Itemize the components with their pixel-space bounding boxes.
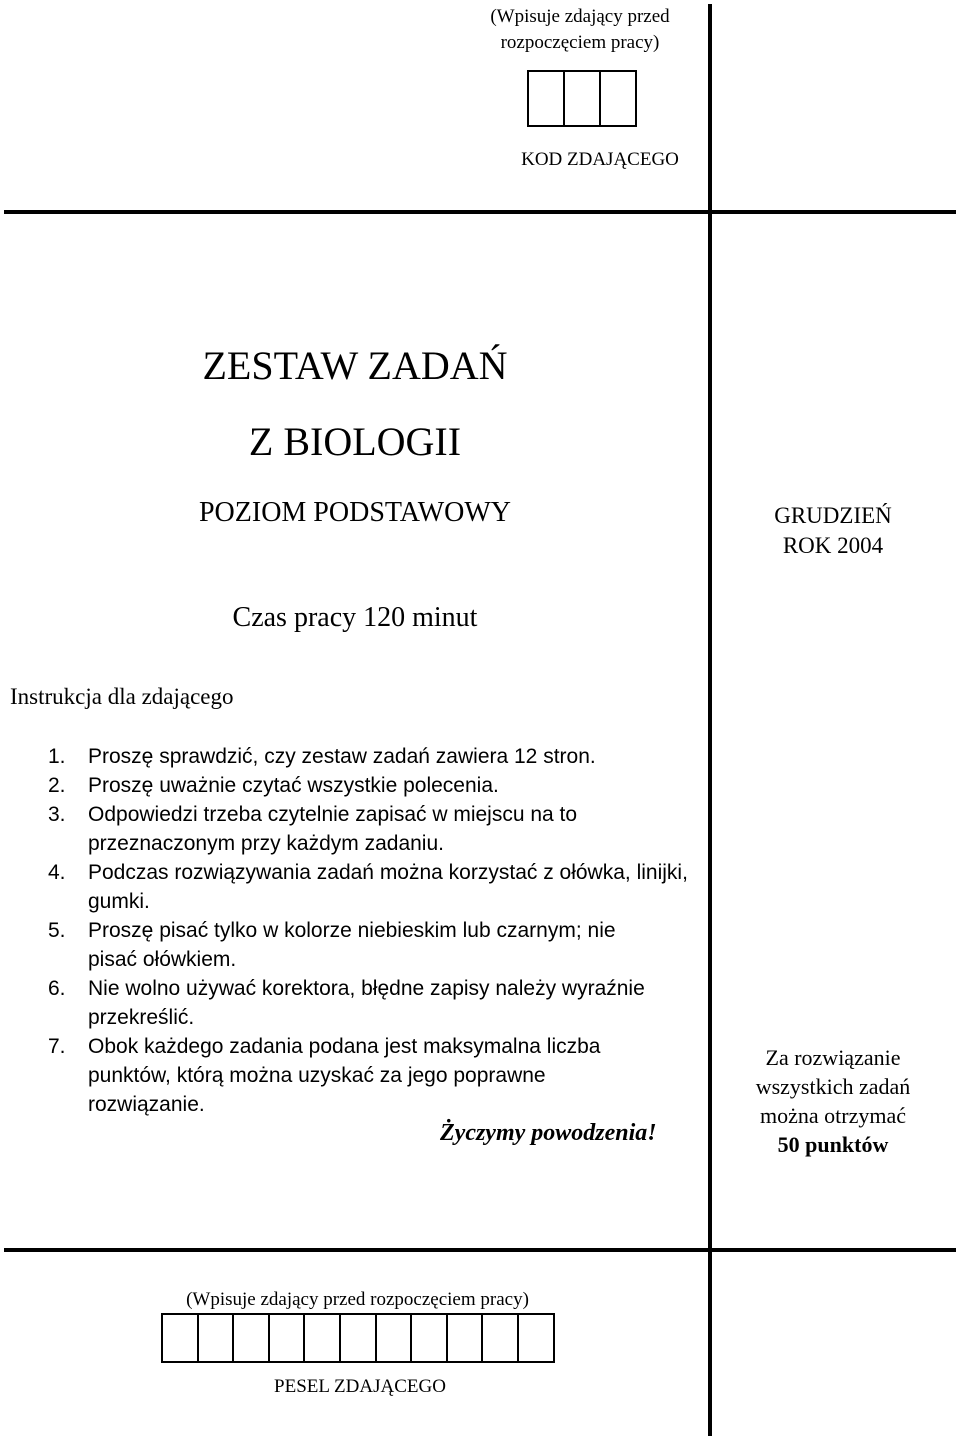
instruction-text: Podczas rozwiązywania zadań można korzystać z ołówka, linijki, gumki. (88, 861, 688, 913)
instruction-item (48, 974, 708, 1032)
instruction-number: 3. (48, 803, 66, 826)
instruction-number: 6. (48, 977, 66, 1000)
good-luck-message: Życzymy powodzenia! (440, 1120, 657, 1146)
instruction-item (48, 858, 708, 916)
instruction-item (48, 916, 708, 974)
instruction-text: Proszę sprawdzić, czy zestaw zadań zawiera 12 stron. (88, 745, 596, 768)
code-box[interactable] (563, 70, 601, 127)
code-instruction-note: (Wpisuje zdający przed rozpoczęciem pracy) (490, 6, 670, 53)
instruction-text: Obok każdego zadania podana jest maksymalna liczba punktów, którą można uzyskać za jego poprawne rozwiązanie. (88, 1035, 601, 1116)
exam-duration: Czas pracy 120 minut (232, 602, 478, 633)
instructions-list (48, 742, 708, 1119)
exam-subject: Z BIOLOGII (248, 419, 462, 464)
points-note (730, 1043, 936, 1159)
pesel-box[interactable] (375, 1313, 413, 1363)
exam-level: POZIOM PODSTAWOWY (198, 497, 512, 528)
points-note-line: Za rozwiązanie (765, 1045, 901, 1070)
points-note-line: wszystkich zadań (755, 1074, 911, 1099)
instruction-text: Proszę uważnie czytać wszystkie polecenia. (88, 774, 499, 797)
pesel-box[interactable] (410, 1313, 448, 1363)
code-label: KOD ZDAJĄCEGO (521, 149, 679, 170)
points-note-line: można otrzymać (760, 1103, 906, 1128)
instruction-text: Proszę pisać tylko w kolorze niebieskim lub czarnym; nie pisać ołówkiem. (88, 919, 616, 971)
pesel-box[interactable] (446, 1313, 484, 1363)
pesel-instruction-note: (Wpisuje zdający przed rozpoczęciem pracy) (186, 1289, 529, 1310)
instruction-text: Odpowiedzi trzeba czytelnie zapisać w miejscu na to przeznaczonym przy każdym zadaniu. (88, 803, 578, 855)
exam-year: ROK 2004 (782, 533, 884, 558)
pesel-box[interactable] (303, 1313, 341, 1363)
instruction-number: 4. (48, 861, 66, 884)
instructions-title: Instrukcja dla zdającego (10, 684, 234, 709)
pesel-box[interactable] (197, 1313, 235, 1363)
pesel-box[interactable] (339, 1313, 377, 1363)
max-points: 50 punktów (777, 1132, 889, 1157)
pesel-box[interactable] (232, 1313, 270, 1363)
instruction-item (48, 800, 708, 858)
code-boxes[interactable] (527, 70, 635, 127)
pesel-box[interactable] (517, 1313, 555, 1363)
pesel-box[interactable] (268, 1313, 306, 1363)
instruction-number: 5. (48, 919, 66, 942)
code-box[interactable] (527, 70, 565, 127)
instruction-text: Nie wolno używać korektora, błędne zapisy należy wyraźnie przekreślić. (88, 977, 645, 1029)
top-horizontal-divider (4, 210, 956, 214)
instruction-number: 7. (48, 1035, 66, 1058)
pesel-label: PESEL ZDAJĄCEGO (274, 1376, 446, 1397)
instruction-item (48, 742, 708, 771)
exam-month: GRUDZIEŃ (774, 503, 892, 528)
pesel-box[interactable] (481, 1313, 519, 1363)
instruction-number: 2. (48, 774, 66, 797)
code-box[interactable] (599, 70, 637, 127)
pesel-box[interactable] (161, 1313, 199, 1363)
bottom-horizontal-divider (4, 1248, 956, 1252)
pesel-boxes[interactable] (161, 1313, 553, 1363)
instruction-item (48, 1032, 708, 1119)
instruction-number: 1. (48, 745, 66, 768)
exam-title: ZESTAW ZADAŃ (202, 343, 508, 388)
vertical-divider (708, 4, 712, 1436)
instruction-item (48, 771, 708, 800)
